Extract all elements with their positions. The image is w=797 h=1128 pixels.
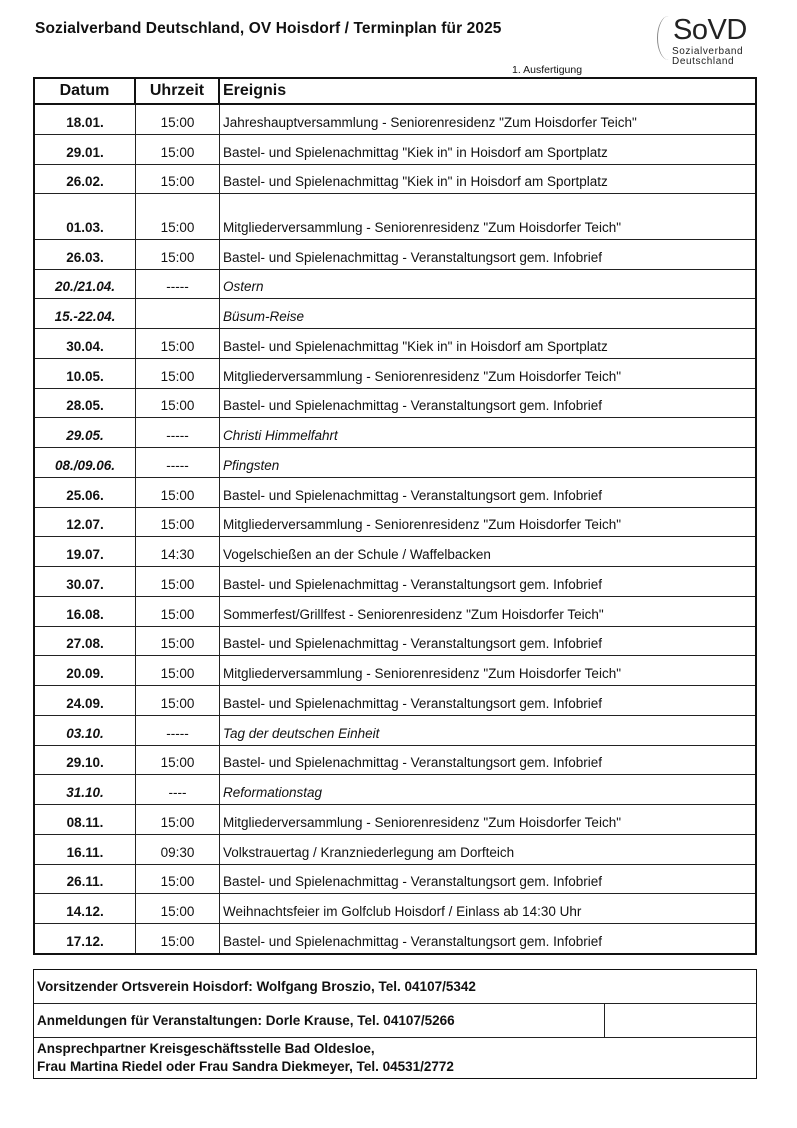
row-event: Weihnachtsfeier im Golfclub Hoisdorf / Einlass ab 14:30 Uhr	[223, 904, 582, 920]
row-event: Vogelschießen an der Schule / Waffelbacken	[223, 547, 491, 563]
row-date: 29.05.	[35, 418, 136, 447]
table-row	[35, 418, 755, 448]
logo-subline-1: Sozialverband	[672, 46, 744, 57]
row-time: 15:00	[136, 389, 220, 418]
row-event: Bastel- und Spielenachmittag - Veranstaltungsort gem. Infobrief	[223, 249, 602, 265]
row-event: Mitgliederversammlung - Seniorenresidenz "Zum Hoisdorfer Teich"	[223, 368, 621, 384]
row-date: 29.10.	[35, 746, 136, 775]
table-row	[35, 448, 755, 478]
row-event: Bastel- und Spielenachmittag - Veranstaltungsort gem. Infobrief	[223, 874, 602, 890]
contact-box	[33, 969, 757, 1079]
row-event: Bastel- und Spielenachmittag "Kiek in" in Hoisdorf am Sportplatz	[223, 174, 608, 190]
logo-subline-2: Deutschland	[672, 56, 735, 67]
row-date: 14.12.	[35, 894, 136, 923]
row-event: Volkstrauertag / Kranzniederlegung am Dorfteich	[223, 844, 515, 860]
table-row	[35, 240, 755, 270]
row-date: 20.09.	[35, 656, 136, 685]
row-event: Bastel- und Spielenachmittag - Veranstaltungsort gem. Infobrief	[223, 755, 602, 771]
table-row	[35, 716, 755, 746]
table-row	[35, 270, 755, 300]
row-event: Bastel- und Spielenachmittag - Veranstaltungsort gem. Infobrief	[223, 695, 602, 711]
row-event: Ostern	[223, 279, 264, 295]
row-date: 17.12.	[35, 924, 136, 953]
row-time: 15:00	[136, 924, 220, 953]
table-row	[35, 865, 755, 895]
row-time: 15:00	[136, 359, 220, 388]
row-date: 24.09.	[35, 686, 136, 715]
row-date: 26.03.	[35, 240, 136, 269]
row-time: -----	[136, 448, 220, 477]
row-event: Sommerfest/Grillfest - Seniorenresidenz "Zum Hoisdorfer Teich"	[223, 606, 604, 622]
row-date: 30.04.	[35, 329, 136, 358]
table-row	[35, 537, 755, 567]
row-time: 15:00	[136, 478, 220, 507]
row-time: -----	[136, 716, 220, 745]
table-row	[35, 597, 755, 627]
row-date: 18.01.	[35, 105, 136, 134]
row-time: 15:00	[136, 329, 220, 358]
row-time	[136, 299, 220, 328]
row-date: 19.07.	[35, 537, 136, 566]
row-time: 15:00	[136, 194, 220, 239]
edition-note: 1. Ausfertigung	[512, 64, 583, 76]
row-date: 15.-22.04.	[35, 299, 136, 328]
row-date: 12.07.	[35, 508, 136, 537]
row-time: 15:00	[136, 135, 220, 164]
office-contact	[34, 1038, 756, 1078]
row-event: Pfingsten	[223, 457, 280, 473]
row-date: 16.08.	[35, 597, 136, 626]
row-event: Reformationstag	[223, 785, 323, 801]
row-date: 10.05.	[35, 359, 136, 388]
row-event: Bastel- und Spielenachmittag "Kiek in" in Hoisdorf am Sportplatz	[223, 144, 608, 160]
page-title: Sozialverband Deutschland, OV Hoisdorf / Terminplan für 2025	[35, 20, 502, 37]
registration-contact: Anmeldungen für Veranstaltungen: Dorle Krause, Tel. 04107/5266	[34, 1004, 605, 1037]
schedule-table	[33, 77, 757, 955]
row-event: Bastel- und Spielenachmittag - Veranstaltungsort gem. Infobrief	[223, 636, 602, 652]
row-time: 15:00	[136, 105, 220, 134]
registration-row	[34, 1004, 756, 1038]
row-date: 01.03.	[35, 194, 136, 239]
column-header-event: Ereignis	[223, 82, 287, 99]
row-date: 16.11.	[35, 835, 136, 864]
row-event: Tag der deutschen Einheit	[223, 725, 380, 741]
row-time: -----	[136, 270, 220, 299]
row-date: 26.02.	[35, 165, 136, 194]
row-event: Bastel- und Spielenachmittag - Veranstaltungsort gem. Infobrief	[223, 576, 602, 592]
row-time: 09:30	[136, 835, 220, 864]
row-date: 03.10.	[35, 716, 136, 745]
table-row	[35, 627, 755, 657]
row-time: ----	[136, 775, 220, 804]
table-row	[35, 686, 755, 716]
table-row	[35, 567, 755, 597]
table-row	[35, 165, 755, 195]
row-time: 14:30	[136, 537, 220, 566]
row-time: 15:00	[136, 746, 220, 775]
row-event: Bastel- und Spielenachmittag - Veranstaltungsort gem. Infobrief	[223, 398, 602, 414]
row-date: 27.08.	[35, 627, 136, 656]
table-row	[35, 359, 755, 389]
row-time: -----	[136, 418, 220, 447]
empty-cell	[605, 1004, 756, 1037]
sovd-logo	[657, 14, 763, 70]
table-row	[35, 656, 755, 686]
table-row	[35, 299, 755, 329]
table-row	[35, 105, 755, 135]
table-row	[35, 805, 755, 835]
table-header	[35, 79, 755, 105]
table-row	[35, 894, 755, 924]
row-event: Mitgliederversammlung - Seniorenresidenz "Zum Hoisdorfer Teich"	[223, 219, 621, 235]
column-header-time: Uhrzeit	[136, 79, 220, 103]
row-event: Jahreshauptversammlung - Seniorenresidenz "Zum Hoisdorfer Teich"	[223, 114, 637, 130]
row-time: 15:00	[136, 567, 220, 596]
table-row	[35, 924, 755, 953]
row-date: 31.10.	[35, 775, 136, 804]
row-date: 26.11.	[35, 865, 136, 894]
row-time: 15:00	[136, 627, 220, 656]
row-date: 25.06.	[35, 478, 136, 507]
table-row	[35, 194, 755, 240]
office-contact-line-1: Ansprechpartner Kreisgeschäftsstelle Bad Oldesloe,	[37, 1041, 375, 1056]
row-event: Mitgliederversammlung - Seniorenresidenz "Zum Hoisdorfer Teich"	[223, 814, 621, 830]
row-date: 28.05.	[35, 389, 136, 418]
row-event: Mitgliederversammlung - Seniorenresidenz "Zum Hoisdorfer Teich"	[223, 517, 621, 533]
row-date: 20./21.04.	[35, 270, 136, 299]
row-event: Bastel- und Spielenachmittag - Veranstaltungsort gem. Infobrief	[223, 487, 602, 503]
table-row	[35, 389, 755, 419]
row-time: 15:00	[136, 597, 220, 626]
row-event: Bastel- und Spielenachmittag - Veranstaltungsort gem. Infobrief	[223, 933, 602, 949]
row-time: 15:00	[136, 894, 220, 923]
table-row	[35, 775, 755, 805]
row-time: 15:00	[136, 165, 220, 194]
table-row	[35, 478, 755, 508]
row-time: 15:00	[136, 805, 220, 834]
row-event: Christi Himmelfahrt	[223, 428, 338, 444]
row-time: 15:00	[136, 686, 220, 715]
chair-contact: Vorsitzender Ortsverein Hoisdorf: Wolfgang Broszio, Tel. 04107/5342	[34, 970, 756, 1004]
logo-wordmark: SoVD	[673, 14, 747, 46]
column-header-date: Datum	[35, 79, 136, 103]
row-event: Bastel- und Spielenachmittag "Kiek in" in Hoisdorf am Sportplatz	[223, 338, 608, 354]
row-date: 08./09.06.	[35, 448, 136, 477]
row-date: 29.01.	[35, 135, 136, 164]
table-row	[35, 135, 755, 165]
row-event: Büsum-Reise	[223, 309, 305, 325]
table-row	[35, 835, 755, 865]
table-row	[35, 746, 755, 776]
row-time: 15:00	[136, 656, 220, 685]
row-date: 30.07.	[35, 567, 136, 596]
table-row	[35, 329, 755, 359]
row-event: Mitgliederversammlung - Seniorenresidenz "Zum Hoisdorfer Teich"	[223, 666, 621, 682]
row-time: 15:00	[136, 865, 220, 894]
row-time: 15:00	[136, 240, 220, 269]
office-contact-line-2: Frau Martina Riedel oder Frau Sandra Diekmeyer, Tel. 04531/2772	[37, 1059, 454, 1074]
row-time: 15:00	[136, 508, 220, 537]
table-row	[35, 508, 755, 538]
row-date: 08.11.	[35, 805, 136, 834]
